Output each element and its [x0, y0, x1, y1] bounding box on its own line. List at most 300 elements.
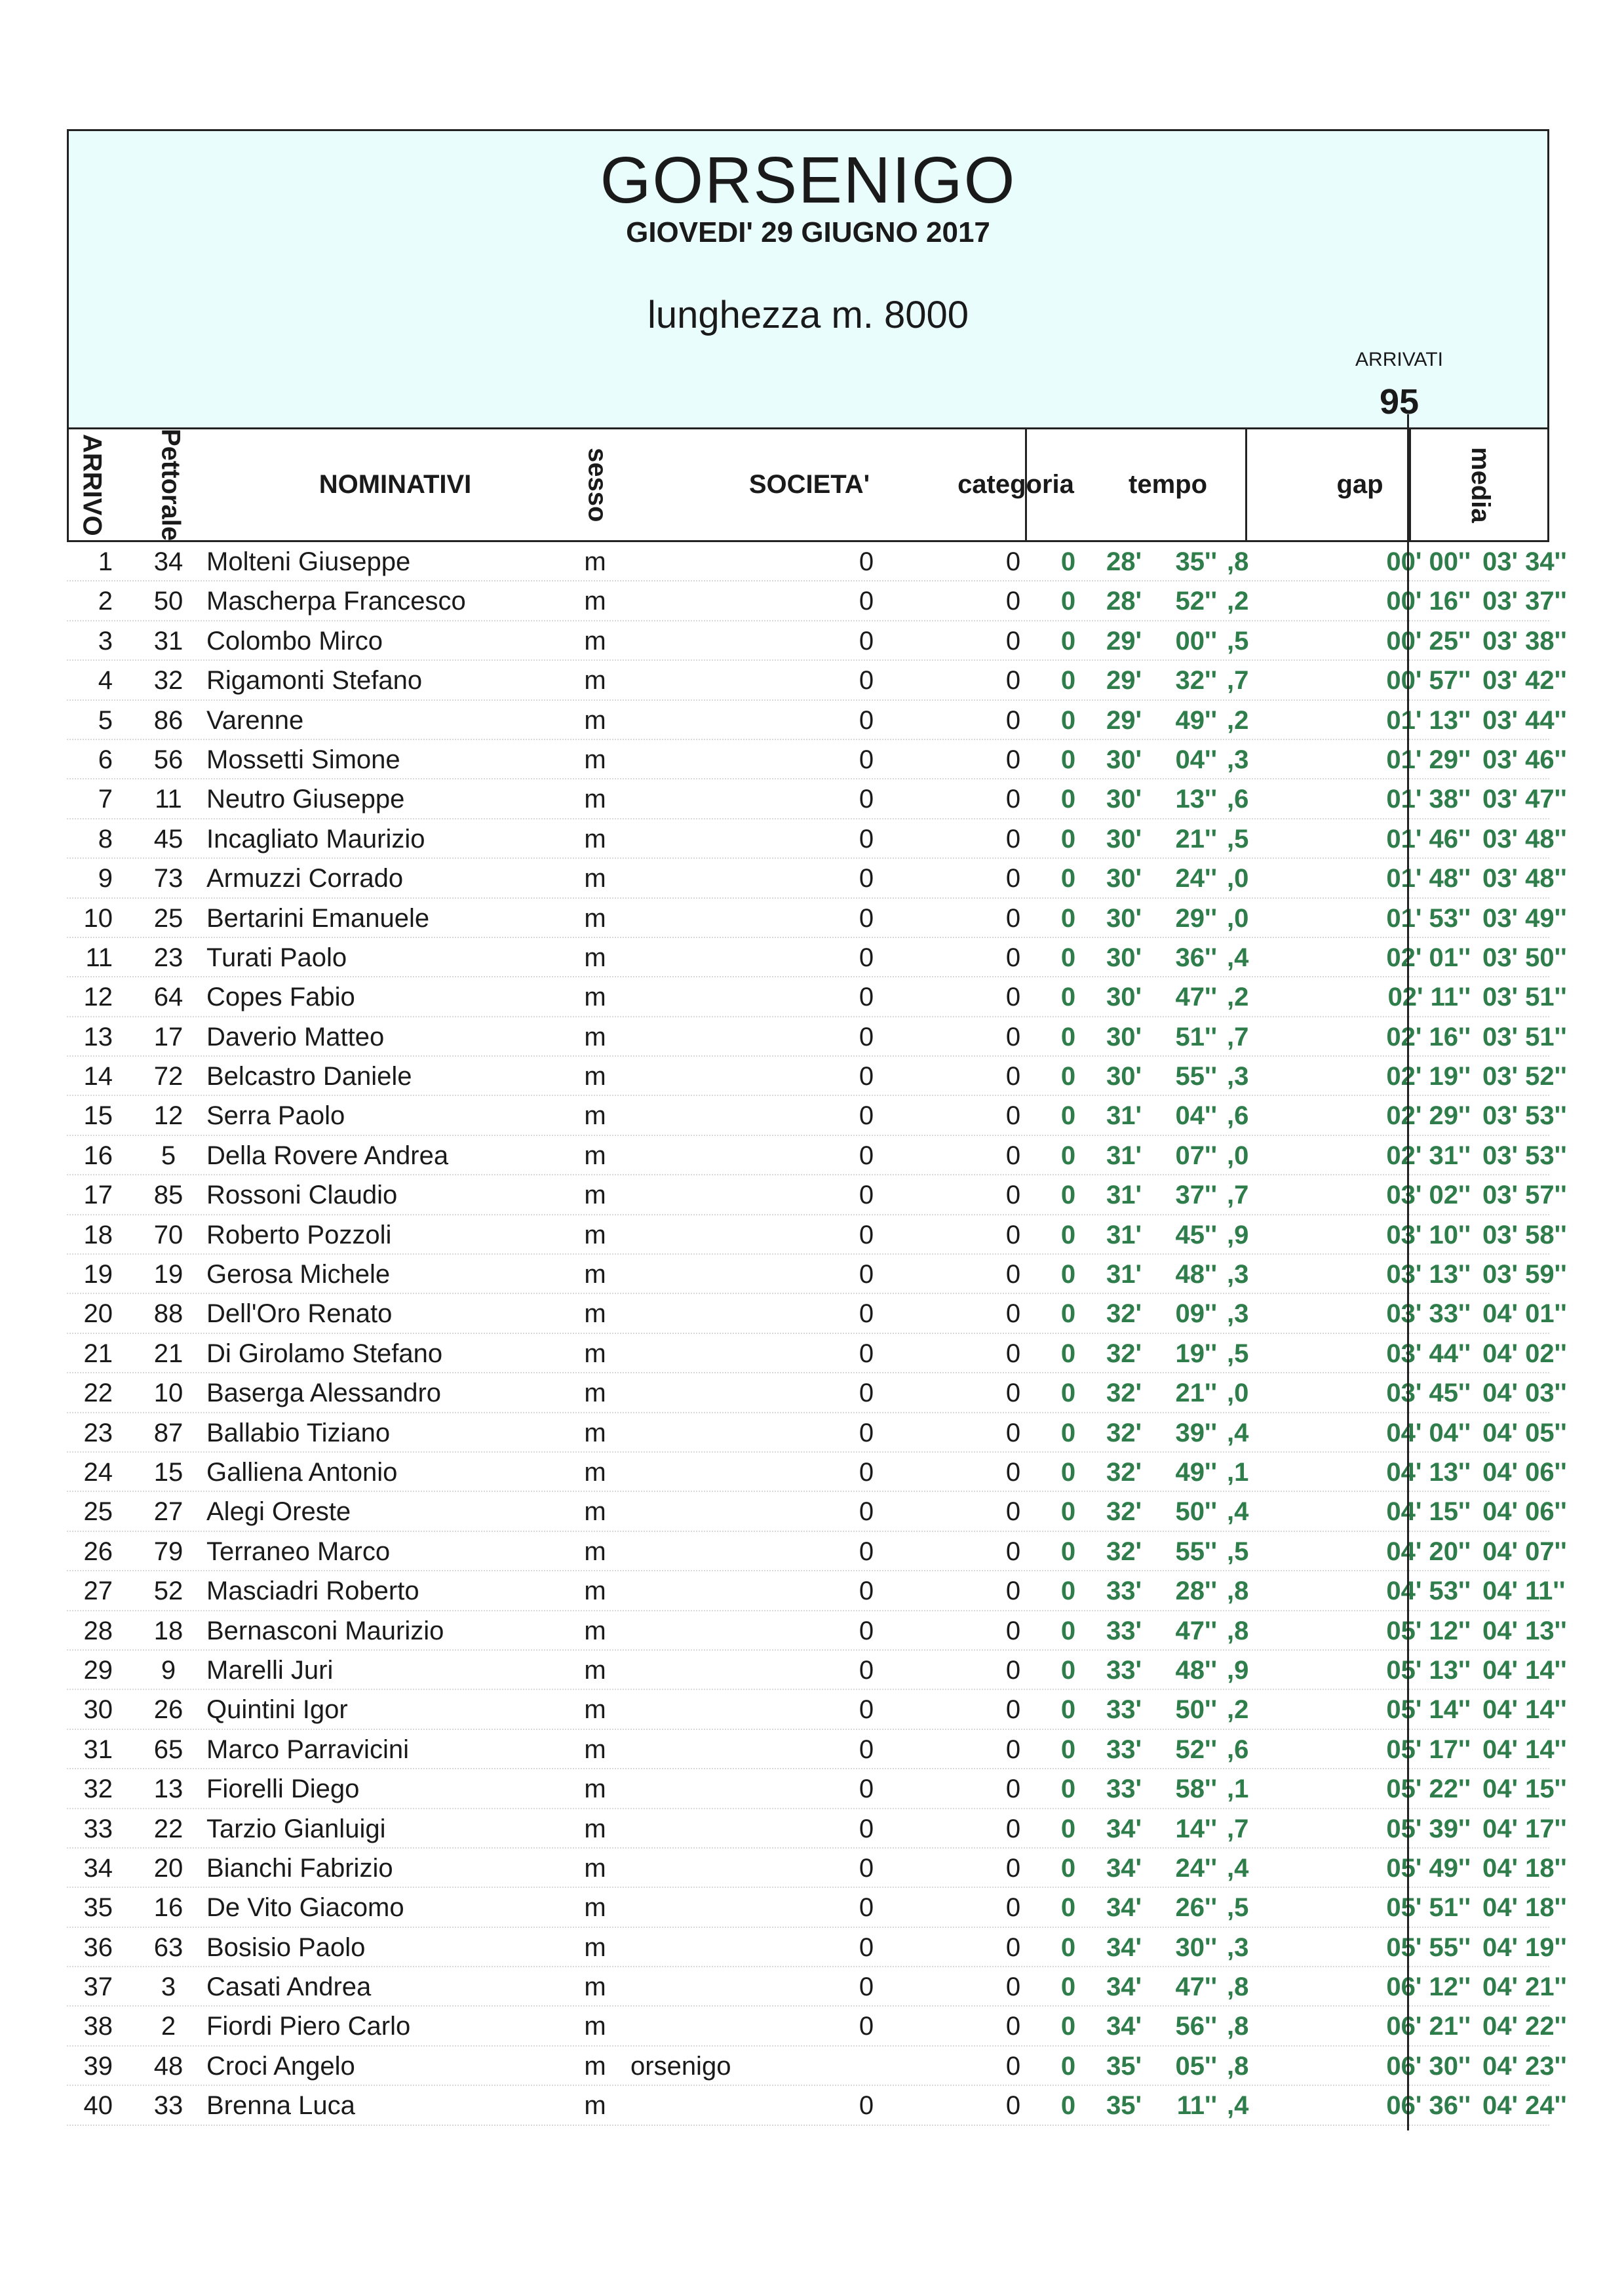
- tempo-seconds-cell: 00'': [1175, 626, 1217, 656]
- categoria-cell: 0: [1005, 547, 1021, 576]
- media-cell: 03' 51'': [1482, 983, 1567, 1012]
- categoria-cell: 0: [1005, 745, 1021, 774]
- tempo-seconds-cell: 55'': [1175, 1537, 1217, 1566]
- tempo-seconds-cell: 52'': [1175, 1735, 1217, 1764]
- tempo-hours-cell: 0: [1060, 785, 1076, 814]
- arrivati-label: ARRIVATI: [1355, 349, 1443, 370]
- sex-cell: m: [584, 1181, 606, 1210]
- tempo-hours-cell: 0: [1060, 1775, 1076, 1804]
- tempo-seconds-cell: 49'': [1175, 1457, 1217, 1487]
- tempo-minutes-cell: 30': [1106, 983, 1142, 1012]
- column-headers: [67, 429, 1549, 542]
- arrivo-cell: 23: [83, 1418, 113, 1447]
- societa-cell: 0: [859, 943, 874, 972]
- categoria-cell: 0: [1005, 983, 1021, 1012]
- tempo-minutes-cell: 30': [1106, 1022, 1142, 1051]
- sex-cell: m: [584, 1457, 606, 1487]
- societa-cell: 0: [859, 824, 874, 853]
- sex-cell: m: [584, 2051, 606, 2081]
- societa-cell: 0: [859, 2012, 874, 2041]
- media-cell: 04' 14'': [1482, 1695, 1567, 1725]
- tempo-tenths-cell: ,8: [1227, 1616, 1249, 1645]
- sex-cell: m: [584, 903, 606, 933]
- sex-cell: m: [584, 705, 606, 735]
- table-row: [67, 977, 1567, 1017]
- table-row: [67, 1492, 1567, 1531]
- table-row: [67, 1809, 1567, 1849]
- arrivo-cell: 32: [83, 1775, 113, 1804]
- pettorale-cell: 87: [153, 1418, 184, 1447]
- sex-cell: m: [584, 626, 606, 656]
- pettorale-cell: 12: [153, 1101, 184, 1131]
- table-row: [67, 859, 1567, 898]
- gap-cell: 01' 38'': [1386, 785, 1471, 814]
- results-sheet: [67, 129, 1567, 2126]
- sex-cell: m: [584, 1695, 606, 1725]
- tempo-tenths-cell: ,4: [1227, 2091, 1249, 2121]
- arrivo-cell: 11: [85, 943, 113, 972]
- tempo-hours-cell: 0: [1060, 1616, 1076, 1645]
- categoria-cell: 0: [1005, 1577, 1021, 1606]
- table-row: [67, 661, 1567, 700]
- table-row: [67, 1136, 1567, 1175]
- sex-cell: m: [584, 1775, 606, 1804]
- name-cell: Bertarini Emanuele: [206, 903, 430, 933]
- gap-cell: 05' 39'': [1386, 1814, 1471, 1843]
- arrivo-cell: 10: [83, 903, 113, 933]
- pettorale-cell: 31: [153, 626, 184, 656]
- societa-cell: 0: [859, 1141, 874, 1170]
- col-media-label: media: [1466, 446, 1495, 523]
- media-cell: 03' 42'': [1482, 666, 1567, 696]
- tempo-minutes-cell: 34': [1106, 2012, 1142, 2041]
- tempo-seconds-cell: 37'': [1175, 1181, 1217, 1210]
- societa-cell: 0: [859, 1655, 874, 1685]
- media-cell: 04' 18'': [1482, 1893, 1567, 1923]
- pettorale-cell: 25: [153, 903, 184, 933]
- media-cell: 04' 19'': [1482, 1932, 1567, 1962]
- categoria-cell: 0: [1005, 1695, 1021, 1725]
- tempo-tenths-cell: ,0: [1227, 903, 1249, 933]
- table-row: [67, 1571, 1566, 1611]
- tempo-hours-cell: 0: [1060, 1972, 1076, 2002]
- tempo-seconds-cell: 56'': [1175, 2012, 1217, 2041]
- arrivo-cell: 30: [83, 1695, 113, 1725]
- categoria-cell: 0: [1005, 1537, 1021, 1566]
- tempo-hours-cell: 0: [1060, 1695, 1076, 1725]
- gap-cell: 02' 01'': [1386, 943, 1471, 972]
- sex-cell: m: [584, 1577, 606, 1606]
- table-row: [67, 1651, 1567, 1690]
- table-row: [67, 740, 1567, 779]
- table-row: [67, 1532, 1567, 1571]
- categoria-cell: 0: [1005, 1972, 1021, 2002]
- arrivo-cell: 14: [83, 1062, 113, 1091]
- tempo-seconds-cell: 09'': [1175, 1299, 1217, 1329]
- tempo-tenths-cell: ,4: [1227, 943, 1249, 972]
- gap-cell: 01' 48'': [1386, 864, 1471, 893]
- tempo-minutes-cell: 31': [1106, 1220, 1142, 1249]
- pettorale-cell: 65: [153, 1735, 184, 1764]
- arrivo-cell: 1: [98, 547, 113, 576]
- categoria-cell: 0: [1005, 2012, 1021, 2041]
- arrivo-cell: 7: [98, 785, 113, 814]
- societa-cell: 0: [859, 1537, 874, 1566]
- tempo-hours-cell: 0: [1060, 1457, 1076, 1487]
- tempo-tenths-cell: ,3: [1227, 1260, 1249, 1289]
- media-cell: 04' 11'': [1482, 1577, 1566, 1606]
- societa-cell: 0: [859, 1695, 874, 1725]
- tempo-tenths-cell: ,5: [1227, 1893, 1249, 1923]
- name-cell: Della Rovere Andrea: [206, 1141, 449, 1170]
- arrivo-cell: 39: [83, 2051, 113, 2081]
- tempo-tenths-cell: ,6: [1227, 1101, 1249, 1131]
- pettorale-cell: 45: [153, 824, 184, 853]
- gap-cell: 05' 14'': [1386, 1695, 1471, 1725]
- arrivo-cell: 16: [83, 1141, 113, 1170]
- pettorale-cell: 5: [161, 1141, 176, 1170]
- media-cell: 04' 24'': [1482, 2091, 1567, 2121]
- name-cell: Tarzio Gianluigi: [206, 1814, 386, 1843]
- tempo-tenths-cell: ,3: [1227, 1932, 1249, 1962]
- arrivo-cell: 40: [83, 2091, 113, 2121]
- name-cell: De Vito Giacomo: [206, 1893, 404, 1923]
- pettorale-cell: 9: [161, 1655, 176, 1685]
- tempo-hours-cell: 0: [1060, 547, 1076, 576]
- pettorale-cell: 34: [153, 547, 184, 576]
- tempo-tenths-cell: ,7: [1227, 1022, 1249, 1051]
- categoria-cell: 0: [1005, 587, 1021, 616]
- name-cell: Bernasconi Maurizio: [206, 1616, 444, 1645]
- tempo-tenths-cell: ,3: [1227, 1299, 1249, 1329]
- tempo-hours-cell: 0: [1060, 983, 1076, 1012]
- gap-cell: 00' 57'': [1386, 666, 1471, 696]
- table-row: [67, 1373, 1567, 1413]
- name-cell: Daverio Matteo: [206, 1022, 385, 1051]
- name-cell: Serra Paolo: [206, 1101, 345, 1131]
- arrivo-cell: 36: [83, 1932, 113, 1962]
- table-row: [67, 1888, 1567, 1927]
- tempo-tenths-cell: ,7: [1227, 1814, 1249, 1843]
- pettorale-cell: 17: [153, 1022, 184, 1051]
- tempo-minutes-cell: 34': [1106, 1814, 1142, 1843]
- arrivo-cell: 3: [98, 626, 113, 656]
- media-cell: 04' 14'': [1482, 1735, 1567, 1764]
- tempo-hours-cell: 0: [1060, 1577, 1076, 1606]
- societa-cell: 0: [859, 1932, 874, 1962]
- gap-cell: 05' 51'': [1386, 1893, 1471, 1923]
- gap-cell: 02' 31'': [1386, 1141, 1471, 1170]
- pettorale-cell: 50: [153, 587, 184, 616]
- tempo-minutes-cell: 30': [1106, 903, 1142, 933]
- media-cell: 04' 14'': [1482, 1655, 1567, 1685]
- gap-cell: 04' 13'': [1386, 1457, 1471, 1487]
- name-cell: Roberto Pozzoli: [206, 1220, 392, 1249]
- gap-cell: 04' 15'': [1386, 1497, 1471, 1527]
- table-row: [67, 1611, 1567, 1651]
- tempo-hours-cell: 0: [1060, 1735, 1076, 1764]
- categoria-cell: 0: [1005, 1260, 1021, 1289]
- arrivo-cell: 37: [83, 1972, 113, 2002]
- tempo-hours-cell: 0: [1060, 1141, 1076, 1170]
- sex-cell: m: [584, 864, 606, 893]
- tempo-seconds-cell: 45'': [1175, 1220, 1217, 1249]
- table-row: [67, 1928, 1567, 1967]
- table-row: [67, 2047, 1567, 2086]
- tempo-hours-cell: 0: [1060, 587, 1076, 616]
- tempo-tenths-cell: ,8: [1227, 1972, 1249, 2002]
- media-cell: 04' 06'': [1482, 1497, 1567, 1527]
- sex-cell: m: [584, 587, 606, 616]
- arrivo-cell: 2: [98, 587, 113, 616]
- tempo-seconds-cell: 39'': [1175, 1418, 1217, 1447]
- categoria-cell: 0: [1005, 1339, 1021, 1368]
- societa-cell: 0: [859, 705, 874, 735]
- name-cell: Alegi Oreste: [206, 1497, 351, 1527]
- sex-cell: m: [584, 983, 606, 1012]
- societa-cell: 0: [859, 1457, 874, 1487]
- arrivo-cell: 28: [83, 1616, 113, 1645]
- tempo-seconds-cell: 13'': [1175, 785, 1217, 814]
- tempo-seconds-cell: 36'': [1175, 943, 1217, 972]
- tempo-hours-cell: 0: [1060, 1260, 1076, 1289]
- tempo-hours-cell: 0: [1060, 1853, 1076, 1883]
- categoria-cell: 0: [1005, 1101, 1021, 1131]
- col-societa: SOCIETA': [748, 470, 870, 499]
- tempo-minutes-cell: 30': [1106, 785, 1142, 814]
- tempo-hours-cell: 0: [1060, 1814, 1076, 1843]
- race-title: GORSENIGO: [600, 144, 1016, 217]
- sex-cell: m: [584, 1022, 606, 1051]
- tempo-minutes-cell: 33': [1106, 1695, 1142, 1725]
- tempo-minutes-cell: 34': [1106, 1972, 1142, 2002]
- categoria-cell: 0: [1005, 2091, 1021, 2121]
- sex-cell: m: [584, 824, 606, 853]
- table-row: [67, 542, 1567, 581]
- arrivo-cell: 8: [98, 824, 113, 853]
- tempo-tenths-cell: ,1: [1227, 1775, 1249, 1804]
- sex-cell: m: [584, 1299, 606, 1329]
- sex-cell: m: [584, 1853, 606, 1883]
- categoria-cell: 0: [1005, 1655, 1021, 1685]
- media-cell: 04' 23'': [1482, 2051, 1567, 2081]
- table-row: [67, 779, 1567, 819]
- tempo-hours-cell: 0: [1060, 1537, 1076, 1566]
- table-row: [67, 621, 1567, 661]
- sex-cell: m: [584, 1418, 606, 1447]
- col-pettorale: [144, 429, 197, 540]
- tempo-tenths-cell: ,1: [1227, 1457, 1249, 1487]
- media-cell: 04' 03'': [1482, 1379, 1567, 1408]
- media-cell: 03' 47'': [1482, 785, 1567, 814]
- media-cell: 04' 06'': [1482, 1457, 1567, 1487]
- tempo-minutes-cell: 30': [1106, 745, 1142, 774]
- name-cell: Molteni Giuseppe: [206, 547, 411, 576]
- societa-cell: 0: [859, 1022, 874, 1051]
- tempo-hours-cell: 0: [1060, 1655, 1076, 1685]
- col-categoria: categoria: [957, 470, 1074, 499]
- tempo-minutes-cell: 33': [1106, 1616, 1142, 1645]
- tempo-seconds-cell: 32'': [1175, 666, 1217, 696]
- arrivo-cell: 26: [83, 1537, 113, 1566]
- name-cell: Neutro Giuseppe: [206, 785, 405, 814]
- tempo-seconds-cell: 21'': [1175, 1379, 1217, 1408]
- table-row: [67, 1334, 1567, 1373]
- sex-cell: m: [584, 1616, 606, 1645]
- societa-text-cell: orsenigo: [630, 2051, 731, 2081]
- media-cell: 03' 59'': [1482, 1260, 1567, 1289]
- categoria-cell: 0: [1005, 864, 1021, 893]
- tempo-hours-cell: 0: [1060, 1379, 1076, 1408]
- tempo-minutes-cell: 35': [1106, 2091, 1142, 2121]
- media-cell: 03' 50'': [1482, 943, 1567, 972]
- categoria-cell: 0: [1005, 903, 1021, 933]
- arrivo-cell: 34: [83, 1853, 113, 1883]
- tempo-minutes-cell: 34': [1106, 1853, 1142, 1883]
- tempo-seconds-cell: 05'': [1175, 2051, 1217, 2081]
- pettorale-cell: 23: [153, 943, 184, 972]
- table-row: [67, 701, 1567, 740]
- societa-cell: 0: [859, 666, 874, 696]
- arrivo-cell: 38: [83, 2012, 113, 2041]
- categoria-cell: 0: [1005, 785, 1021, 814]
- gap-cell: 03' 45'': [1386, 1379, 1471, 1408]
- media-cell: 03' 49'': [1482, 903, 1567, 933]
- pettorale-cell: 85: [153, 1181, 184, 1210]
- categoria-cell: 0: [1005, 1893, 1021, 1923]
- tempo-hours-cell: 0: [1060, 1497, 1076, 1527]
- col-pettorale-label: Pettorale: [156, 428, 185, 541]
- categoria-cell: 0: [1005, 1299, 1021, 1329]
- pettorale-cell: 32: [153, 666, 184, 696]
- tempo-tenths-cell: ,5: [1227, 626, 1249, 656]
- tempo-hours-cell: 0: [1060, 1220, 1076, 1249]
- tempo-hours-cell: 0: [1060, 745, 1076, 774]
- media-cell: 03' 48'': [1482, 824, 1567, 853]
- categoria-cell: 0: [1005, 943, 1021, 972]
- categoria-cell: 0: [1005, 1022, 1021, 1051]
- media-cell: 03' 44'': [1482, 705, 1567, 735]
- gap-cell: 05' 12'': [1386, 1616, 1471, 1645]
- sex-cell: m: [584, 785, 606, 814]
- gap-cell: 03' 44'': [1386, 1339, 1471, 1368]
- media-cell: 04' 15'': [1482, 1775, 1567, 1804]
- societa-cell: 0: [859, 1299, 874, 1329]
- tempo-seconds-cell: 51'': [1175, 1022, 1217, 1051]
- societa-cell: 0: [859, 626, 874, 656]
- tempo-minutes-cell: 30': [1106, 864, 1142, 893]
- arrivo-cell: 9: [98, 864, 113, 893]
- media-cell: 03' 38'': [1482, 626, 1567, 656]
- name-cell: Terraneo Marco: [206, 1537, 391, 1566]
- name-cell: Croci Angelo: [206, 2051, 355, 2081]
- sex-cell: m: [584, 1893, 606, 1923]
- arrivo-cell: 15: [83, 1101, 113, 1131]
- gap-cell: 02' 16'': [1386, 1022, 1471, 1051]
- societa-cell: 0: [859, 903, 874, 933]
- tempo-seconds-cell: 21'': [1175, 824, 1217, 853]
- media-cell: 03' 37'': [1482, 587, 1567, 616]
- categoria-cell: 0: [1005, 1141, 1021, 1170]
- categoria-cell: 0: [1005, 1932, 1021, 1962]
- arrivo-cell: 12: [83, 983, 113, 1012]
- arrivo-cell: 4: [98, 666, 113, 696]
- categoria-cell: 0: [1005, 1814, 1021, 1843]
- pettorale-cell: 33: [153, 2091, 184, 2121]
- race-length: lunghezza m. 8000: [647, 294, 969, 336]
- tempo-minutes-cell: 28': [1106, 547, 1142, 576]
- name-cell: Turati Paolo: [206, 943, 347, 972]
- table-row: [67, 1175, 1567, 1215]
- name-cell: Bianchi Fabrizio: [206, 1853, 393, 1883]
- tempo-seconds-cell: 48'': [1175, 1655, 1217, 1685]
- gap-cell: 03' 13'': [1386, 1260, 1471, 1289]
- categoria-cell: 0: [1005, 1735, 1021, 1764]
- pettorale-cell: 48: [153, 2051, 184, 2081]
- media-cell: 03' 51'': [1482, 1022, 1567, 1051]
- tempo-hours-cell: 0: [1060, 1181, 1076, 1210]
- name-cell: Colombo Mirco: [206, 626, 383, 656]
- sex-cell: m: [584, 2091, 606, 2121]
- gap-cell: 00' 00'': [1386, 547, 1471, 576]
- table-row: [67, 938, 1567, 977]
- arrivo-cell: 25: [83, 1497, 113, 1527]
- tempo-tenths-cell: ,5: [1227, 1339, 1249, 1368]
- name-cell: Di Girolamo Stefano: [206, 1339, 443, 1368]
- name-cell: Mascherpa Francesco: [206, 587, 466, 616]
- tempo-tenths-cell: ,0: [1227, 1379, 1249, 1408]
- gap-cell: 00' 16'': [1386, 587, 1471, 616]
- tempo-minutes-cell: 34': [1106, 1932, 1142, 1962]
- sex-cell: m: [584, 1260, 606, 1289]
- table-row: [67, 581, 1567, 621]
- tempo-hours-cell: 0: [1060, 2051, 1076, 2081]
- tempo-minutes-cell: 30': [1106, 824, 1142, 853]
- gap-cell: 03' 10'': [1386, 1220, 1471, 1249]
- societa-cell: 0: [859, 1181, 874, 1210]
- tempo-seconds-cell: 35'': [1175, 547, 1217, 576]
- arrivo-cell: 31: [83, 1735, 113, 1764]
- col-gap: gap: [1336, 470, 1383, 499]
- tempo-minutes-cell: 32': [1106, 1379, 1142, 1408]
- pettorale-cell: 2: [161, 2012, 176, 2041]
- name-cell: Incagliato Maurizio: [206, 824, 425, 853]
- name-cell: Ballabio Tiziano: [206, 1418, 391, 1447]
- tempo-hours-cell: 0: [1060, 2091, 1076, 2121]
- categoria-cell: 0: [1005, 1457, 1021, 1487]
- table-row: [67, 1255, 1567, 1294]
- societa-cell: 0: [859, 1616, 874, 1645]
- gap-cell: 02' 11'': [1387, 983, 1471, 1012]
- tempo-tenths-cell: ,3: [1227, 1062, 1249, 1091]
- tempo-tenths-cell: ,0: [1227, 864, 1249, 893]
- gap-cell: 02' 29'': [1386, 1101, 1471, 1131]
- name-cell: Masciadri Roberto: [206, 1577, 419, 1606]
- name-cell: Belcastro Daniele: [206, 1062, 412, 1091]
- pettorale-cell: 63: [153, 1932, 184, 1962]
- results-list: [67, 542, 1567, 2126]
- tempo-seconds-cell: 24'': [1175, 864, 1217, 893]
- sex-cell: m: [584, 1101, 606, 1131]
- gap-cell: 01' 53'': [1386, 903, 1471, 933]
- tempo-seconds-cell: 14'': [1175, 1814, 1217, 1843]
- categoria-cell: 0: [1005, 2051, 1021, 2081]
- tempo-minutes-cell: 29': [1106, 626, 1142, 656]
- societa-cell: 0: [859, 1379, 874, 1408]
- tempo-minutes-cell: 31': [1106, 1141, 1142, 1170]
- societa-cell: 0: [859, 1775, 874, 1804]
- tempo-seconds-cell: 26'': [1175, 1893, 1217, 1923]
